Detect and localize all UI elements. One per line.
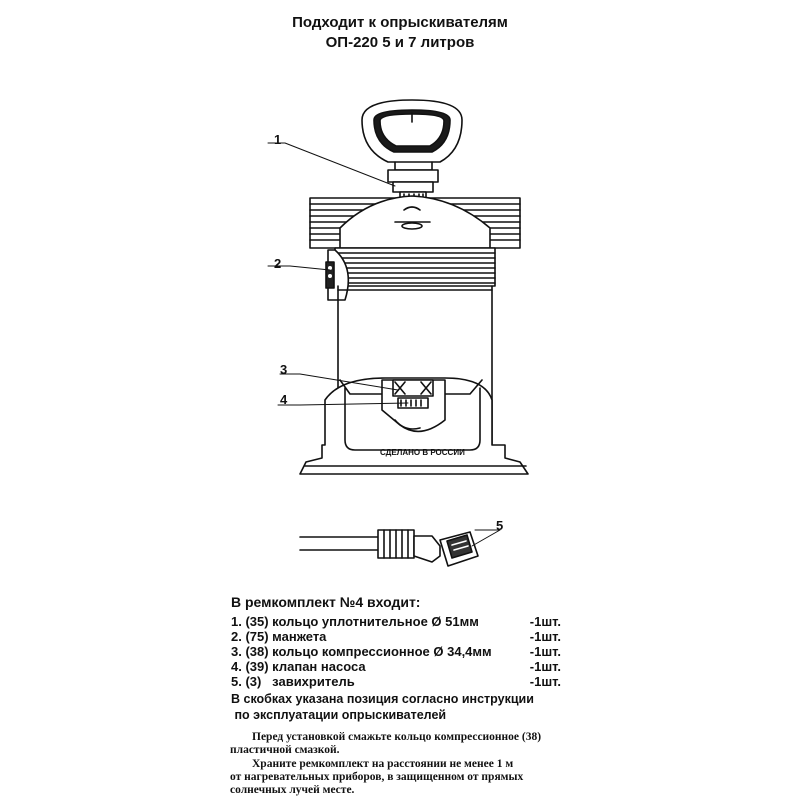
instruction-line-2: пластичной смазкой. bbox=[230, 744, 340, 756]
kit-item-name: 1. (35) кольцо уплотнительное Ø 51мм bbox=[231, 614, 479, 629]
callout-3: 3 bbox=[280, 362, 288, 377]
kit-item bbox=[231, 614, 571, 630]
kit-item bbox=[231, 629, 571, 645]
instruction-line-1: Перед установкой смажьте кольцо компрессионное (38) bbox=[252, 731, 542, 743]
kit-note-line-1: В скобках указана позиция согласно инструкции bbox=[231, 692, 534, 706]
callout-1: 1 bbox=[274, 132, 282, 147]
kit-item-name: 3. (38) кольцо компрессионное Ø 34,4мм bbox=[231, 644, 492, 659]
tank-cap bbox=[310, 196, 520, 248]
header-line-2: ОП-220 5 и 7 литров bbox=[325, 34, 475, 51]
kit-item-qty: -1шт. bbox=[529, 659, 561, 674]
kit-item-name: 2. (75) манжета bbox=[231, 629, 327, 644]
tank-base bbox=[300, 378, 528, 474]
kit-item-qty: -1шт. bbox=[529, 629, 561, 644]
kit-item-qty: -1шт. bbox=[529, 614, 561, 629]
pump-handle bbox=[362, 100, 462, 170]
kit-item-qty: -1шт. bbox=[529, 644, 561, 659]
kit-item bbox=[231, 644, 571, 660]
neck-rings bbox=[326, 248, 495, 300]
kit-item-name: 4. (39) клапан насоса bbox=[231, 659, 366, 674]
callout-5: 5 bbox=[496, 518, 504, 533]
hose-nozzle bbox=[300, 530, 478, 566]
kit-title: В ремкомплект №4 входит: bbox=[231, 594, 421, 610]
instruction-line-4: от нагревательных приборов, в защищенном от прямых bbox=[230, 771, 524, 783]
callout-2: 2 bbox=[274, 256, 282, 271]
kit-item bbox=[231, 659, 571, 675]
embossed-label: СДЕЛАНО В РОССИИ bbox=[380, 448, 465, 457]
kit-item-name: 5. (3) завихритель bbox=[231, 674, 355, 689]
kit-note-line-2: по эксплуатации опрыскивателей bbox=[231, 708, 447, 722]
kit-item-qty: -1шт. bbox=[529, 674, 561, 689]
instruction-line-5: солнечных лучей месте. bbox=[230, 784, 355, 796]
instruction-line-3: Храните ремкомплект на расстоянии не менее 1 м bbox=[252, 758, 514, 770]
kit-item bbox=[231, 674, 571, 690]
callout-4: 4 bbox=[280, 392, 288, 407]
header-line-1: Подходит к опрыскивателям bbox=[292, 14, 508, 31]
